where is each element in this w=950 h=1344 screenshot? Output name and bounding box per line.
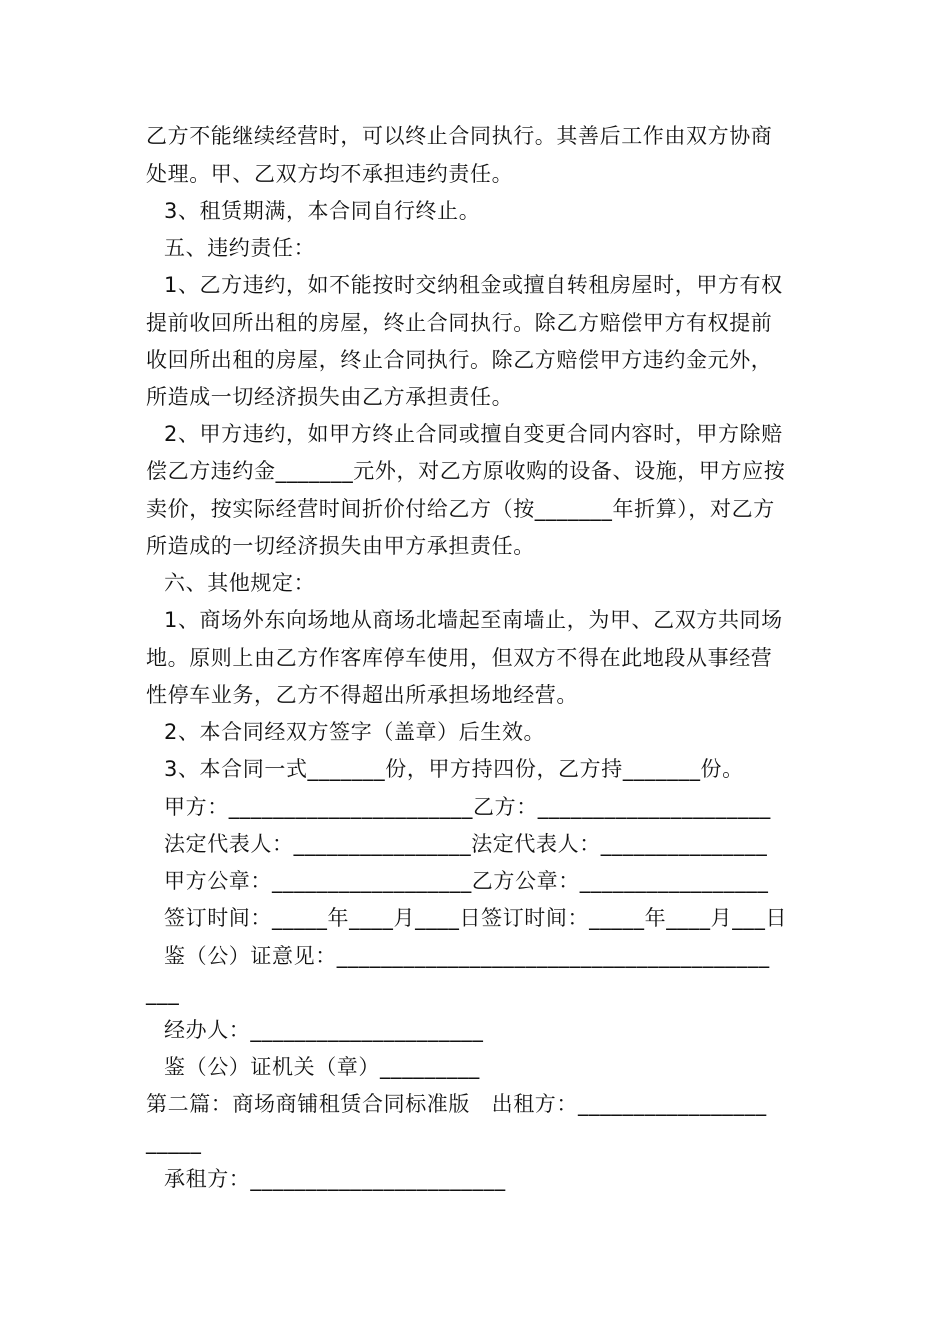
signature-line: 法定代表人：________________法定代表人：_______________	[164, 832, 768, 856]
signature-line: 经办人：_____________________	[164, 1018, 484, 1042]
section-heading: 六、其他规定：	[164, 571, 316, 595]
paragraph-line: 1、乙方违约，如不能按时交纳租金或擅自转租房屋时，甲方有权	[164, 273, 783, 297]
paragraph-line: 性停车业务，乙方不得超出所承担场地经营。	[146, 683, 578, 707]
paragraph-line: 地。原则上由乙方作客库停车使用，但双方不得在此地段从事经营	[146, 646, 773, 670]
section-heading: 第二篇：商场商铺租赁合同标准版 出租方：_________________	[146, 1092, 767, 1116]
signature-line: 签订时间：_____年____月____日签订时间：_____年____月___日	[164, 906, 788, 930]
paragraph-line: 2、甲方违约，如甲方终止合同或擅自变更合同内容时，甲方除赔	[164, 422, 783, 446]
signature-line: ___	[146, 981, 180, 1005]
signature-line: 甲方：______________________乙方：_____________________	[164, 795, 771, 819]
paragraph-line: 收回所出租的房屋，终止合同执行。除乙方赔偿甲方违约金元外，	[146, 348, 773, 372]
paragraph-line: 2、本合同经双方签字（盖章）后生效。	[164, 720, 546, 744]
paragraph-line: 处理。甲、乙双方均不承担违约责任。	[146, 162, 514, 186]
paragraph-line: 卖价，按实际经营时间折价付给乙方（按_______年折算），对乙方	[146, 497, 775, 521]
signature-line: 鉴（公）证意见：_______________________________________	[164, 944, 770, 968]
signature-line: 承租方：_______________________	[164, 1167, 506, 1191]
paragraph-line: 所造成一切经济损失由乙方承担责任。	[146, 385, 514, 409]
paragraph-line: 3、本合同一式_______份，甲方持四份，乙方持_______份。	[164, 757, 744, 781]
paragraph-line: 所造成的一切经济损失由甲方承担责任。	[146, 534, 535, 558]
section-heading: 五、违约责任：	[164, 236, 316, 260]
signature-line: 甲方公章：__________________乙方公章：_________________	[164, 869, 769, 893]
signature-line: _____	[146, 1130, 202, 1154]
paragraph-line: 提前收回所出租的房屋，终止合同执行。除乙方赔偿甲方有权提前	[146, 311, 773, 335]
paragraph-line: 1、商场外东向场地从商场北墙起至南墙止，为甲、乙双方共同场	[164, 608, 783, 632]
signature-line: 鉴（公）证机关（章）_________	[164, 1055, 480, 1079]
paragraph-line: 偿乙方违约金_______元外，对乙方原收购的设备、设施，甲方应按	[146, 459, 786, 483]
paragraph-line: 乙方不能继续经营时，可以终止合同执行。其善后工作由双方协商	[146, 124, 773, 148]
paragraph-line: 3、租赁期满，本合同自行终止。	[164, 199, 481, 223]
